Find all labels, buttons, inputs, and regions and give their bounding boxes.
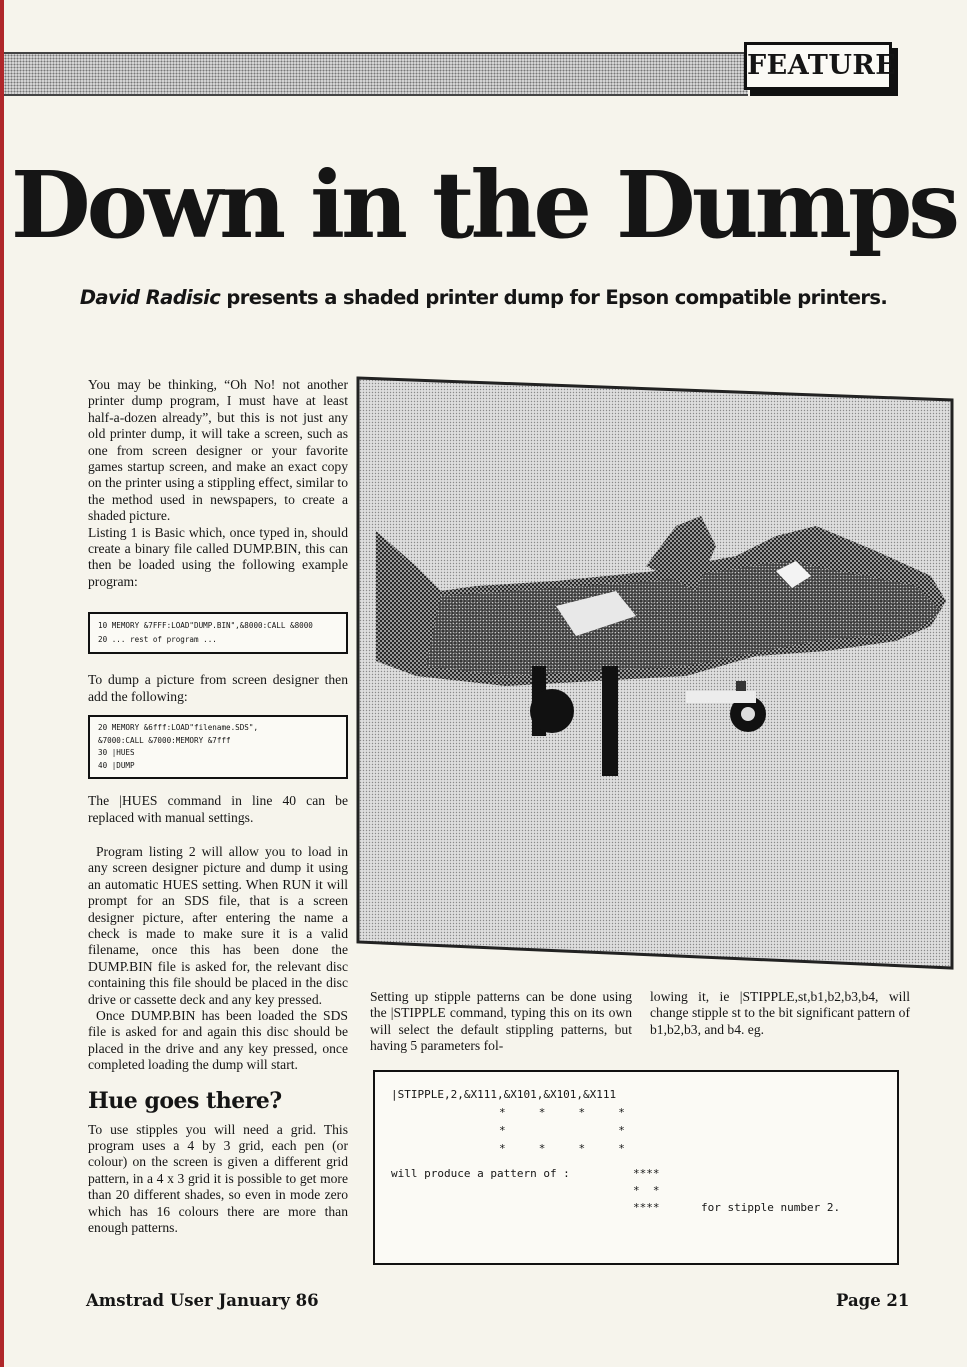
author-name: David Radisic [79,286,221,309]
paragraph-screen-designer: To dump a picture from screen designer then add the following: [88,672,348,704]
paragraph-hues: The |HUES command in line 40 can be replaced with manual settings. [88,793,348,825]
harrier-jet-printout [356,376,954,970]
headline: Down in the Dumps [10,151,957,259]
paragraph-stipple-setup: Setting up stipple patterns can be done using the |STIPPLE command, typing this on its own will select the default stippling patterns, but having 5 parameters fol- [370,989,632,1054]
paragraph-listing1: Listing 1 is Basic which, once typed in, should create a binary file called DUMP.BIN, this can then be loaded using the following example program: [88,524,348,589]
pattern-row-1: **** [633,1167,660,1180]
code-listing-1: 10 MEMORY &7FFF:LOAD"DUMP.BIN",&8000:CALL &8000 20 ... rest of program ... [88,612,348,654]
stipple-caption: for stipple number 2. [701,1201,841,1214]
stipple-example-box [373,1070,899,1265]
standfirst [0,286,967,309]
paragraph-listing2: Program listing 2 will allow you to load in any screen designer picture and dump it using an automatic HUES setting. When RUN it will prompt for an SDS file, that is a screen designer picture, after entering the name a check is made to make sure it is a valid filename, once this has been done the DUMP.BIN file is asked for, the relevant disc containing this file should be placed in the disc drive or cassette deck and any key pressed. [88,843,348,1007]
section-label: FEATURE [744,42,892,90]
left-column [88,377,348,1236]
paragraph-stipple-params: lowing it, ie |STIPPLE,st,b1,b2,b3,b4, will change stipple st to the bit significant pattern of b1,b2,b3, and b4. eg. [650,989,910,1037]
grid-row-3: * * * * [499,1142,625,1155]
stippled-banner [4,52,748,96]
pattern-row-3: **** [633,1201,660,1214]
middle-column [370,989,632,1055]
paragraph-stipples: To use stipples you will need a grid. This program uses a 4 by 3 grid, each pen (or colour) on the screen is given a different grid pattern, in a 4 x 3 grid it is possible to get more than 20 different shades, so even in mode zero which has 16 colours there are more than enough patterns. [88,1121,348,1236]
pattern-row-2: * * [633,1184,660,1197]
footer-publication: Amstrad User January 86 [86,1291,319,1310]
stipple-command: |STIPPLE,2,&X111,&X101,&X101,&X111 [391,1088,617,1101]
paragraph-dump-bin: Once DUMP.BIN has been loaded the SDS file is asked for and again this disc should be placed in the drive and any key pressed, once completed loading the dump will start. [88,1007,348,1073]
right-column [650,989,910,1038]
grid-row-2: * * [499,1124,625,1137]
standfirst-text: presents a shaded printer dump for Epson compatible printers. [226,286,888,309]
code-listing-2: 20 MEMORY &6fff:LOAD"filename.SDS", &7000:CALL &7000:MEMORY &7fff 30 |HUES 40 |DUMP [88,715,348,779]
grid-row-1: * * * * [499,1106,625,1119]
subhead: Hue goes there? [88,1087,282,1114]
paragraph-intro: You may be thinking, “Oh No! not another printer dump program, I must have at least half-a-dozen already”, but this is not just any old printer dump, it will take a screen, such as one from screen designer or your favorite games startup screen, and make an exact copy on the printer using a stippling effect, similar to the method used in newspapers, to create a shaded picture. [88,377,348,524]
footer-page-number: Page 21 [836,1291,910,1310]
produce-text: will produce a pattern of : [391,1167,570,1180]
